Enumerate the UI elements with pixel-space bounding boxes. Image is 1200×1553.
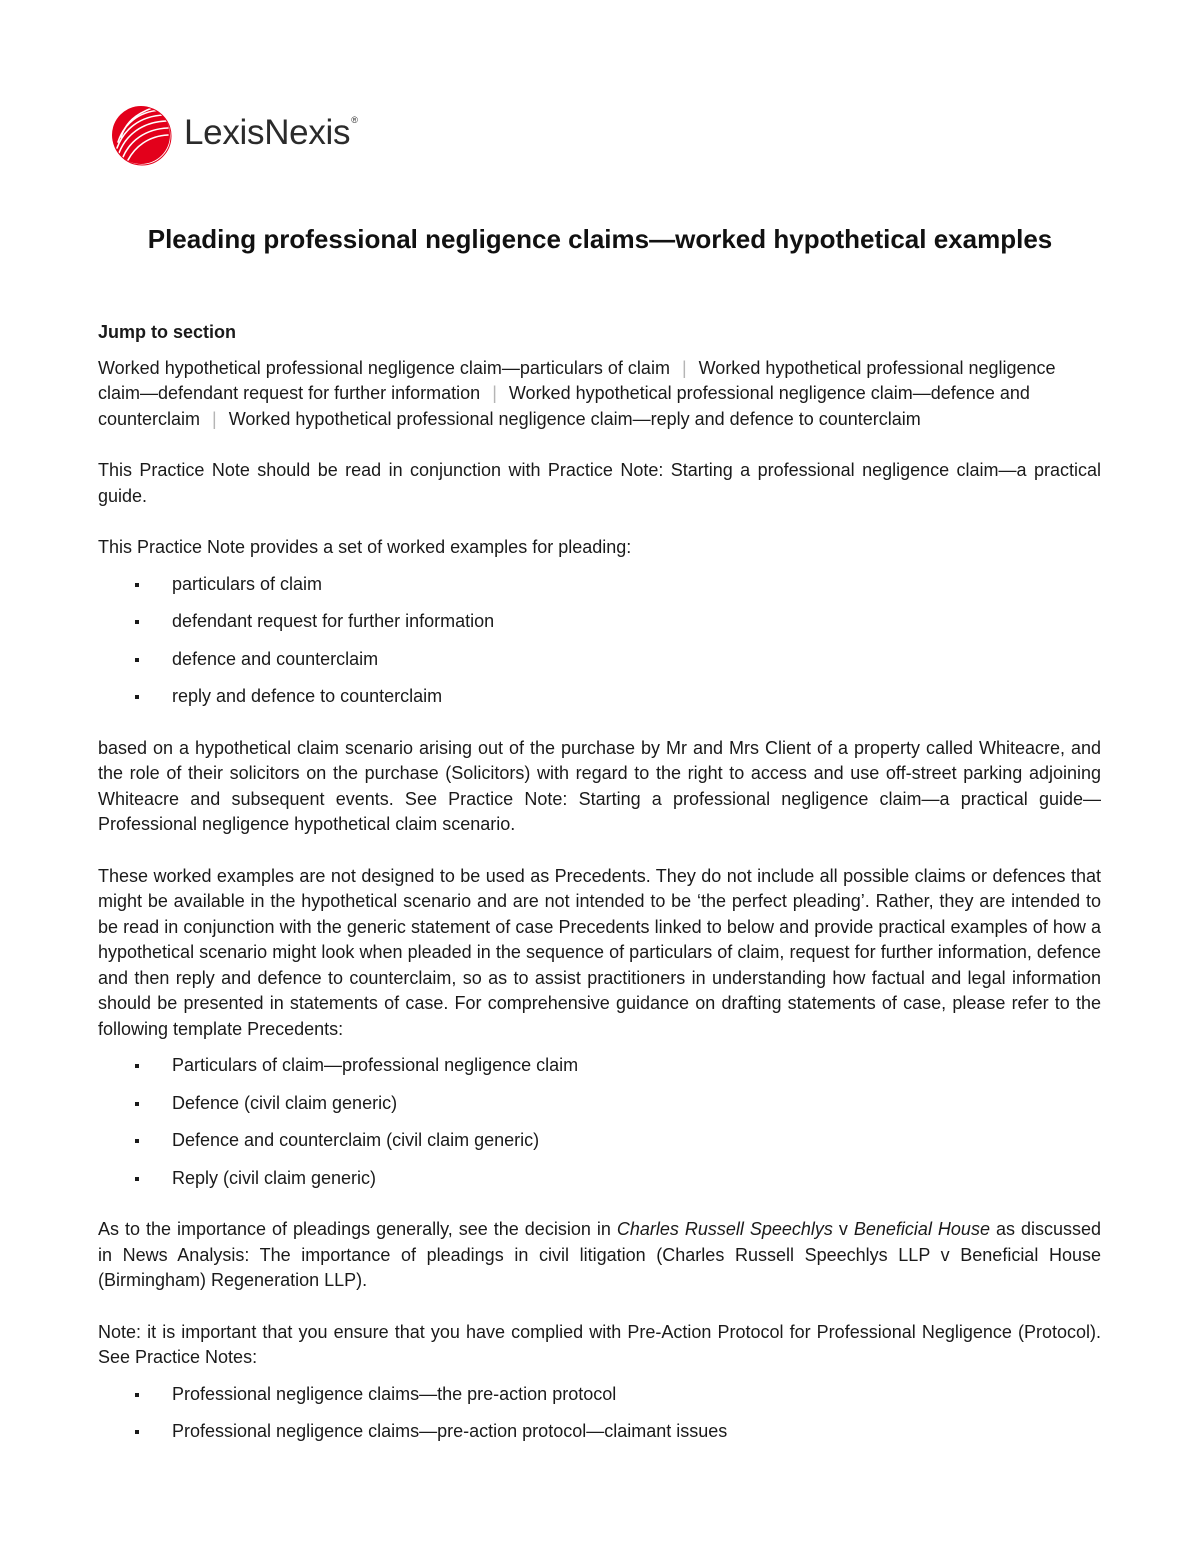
page-title: Pleading professional negligence claims—worked hypothetical examples xyxy=(147,224,1053,254)
provides-paragraph: This Practice Note provides a set of worked examples for pleading: xyxy=(98,537,632,557)
list-item[interactable]: Professional negligence claims—pre-action protocol—claimant issues xyxy=(98,1419,1101,1445)
list-item: defence and counterclaim xyxy=(98,647,1101,673)
importance-paragraph xyxy=(98,1217,1101,1294)
jump-link-defence[interactable]: Worked hypothetical professional negligence claim—defence and counterclaim xyxy=(98,383,1030,429)
jump-separator: | xyxy=(681,357,687,378)
intro-paragraph: This Practice Note should be read in conjunction with Practice Note: Starting a professional negligence claim—a practical guide. xyxy=(98,460,1101,506)
case-versus: v xyxy=(832,1219,854,1239)
jump-to-section-heading: Jump to section xyxy=(98,322,237,342)
jump-separator: | xyxy=(492,383,497,403)
list-item: reply and defence to counterclaim xyxy=(98,684,1101,710)
lexisnexis-logo xyxy=(108,102,358,166)
jump-link-request[interactable]: Worked hypothetical professional negligence claim—defendant request for further information xyxy=(98,357,1056,403)
registered-mark-icon: ® xyxy=(351,115,358,125)
list-item[interactable]: Particulars of claim—professional negligence claim xyxy=(98,1053,1101,1079)
importance-text: As to the importance of pleadings generally, see the decision in xyxy=(98,1219,617,1239)
case-name-part1: Charles Russell Speechlys xyxy=(616,1219,833,1239)
protocol-list xyxy=(98,1382,1101,1445)
list-item[interactable]: Reply (civil claim generic) xyxy=(98,1166,1101,1192)
list-item: defendant request for further information xyxy=(98,609,1101,635)
importance-text-after: as discussed in News Analysis: The importance of pleadings in civil litigation (Charles Russell Speechlys LLP v Beneficial House (Birmingham) Regeneration LLP). xyxy=(98,1219,1101,1290)
jump-link-reply[interactable]: Worked hypothetical professional negligence claim—reply and defence to counterclaim xyxy=(228,408,921,429)
precedents-list xyxy=(98,1053,1101,1191)
document-body xyxy=(98,320,1101,1471)
case-name-part2: Beneficial House xyxy=(853,1219,990,1239)
jump-link-particulars[interactable]: Worked hypothetical professional negligence claim—particulars of claim xyxy=(98,357,670,378)
list-item[interactable]: Defence (civil claim generic) xyxy=(98,1091,1101,1117)
scenario-paragraph: based on a hypothetical claim scenario arising out of the purchase by Mr and Mrs Client of a property called Whiteacre, and the role of their solicitors on the purchase (Solicitors) with regard to the right to access and use off-street parking adjoining Whiteacre and subsequent events. See Practice Note: Starting a professional negligence claim—a practical guide—Professional negligence hypothetical claim scenario. xyxy=(98,737,1101,834)
pleading-list xyxy=(98,572,1101,710)
list-item[interactable]: Defence and counterclaim (civil claim generic) xyxy=(98,1128,1101,1154)
list-item: particulars of claim xyxy=(98,572,1101,598)
brand-name: LexisNexis xyxy=(184,112,351,152)
jump-separator: | xyxy=(212,408,217,429)
lexisnexis-swirl-icon xyxy=(108,102,172,166)
precedents-paragraph: These worked examples are not designed to be used as Precedents. They do not include all possible claims or defences that might be available in the hypothetical scenario and are not intended to be ‘the perfect pleading’. Rather, they are intended to be read in conjunction with the generic statement of case Precedents linked to below and provide practical examples of how a hypothetical scenario might look when pleaded in the sequence of particulars of claim, request for further information, defence and then reply and defence to counterclaim, so as to assist practitioners in understanding how factual and legal information should be presented in statements of case. For comprehensive guidance on drafting statements of case, please refer to the following template Precedents: xyxy=(98,865,1101,1039)
list-item[interactable]: Professional negligence claims—the pre-action protocol xyxy=(98,1382,1101,1408)
jump-links xyxy=(98,356,1101,433)
note-paragraph: Note: it is important that you ensure that you have complied with Pre-Action Protocol for Professional Negligence (Protocol). See Practice Notes: xyxy=(98,1321,1101,1367)
